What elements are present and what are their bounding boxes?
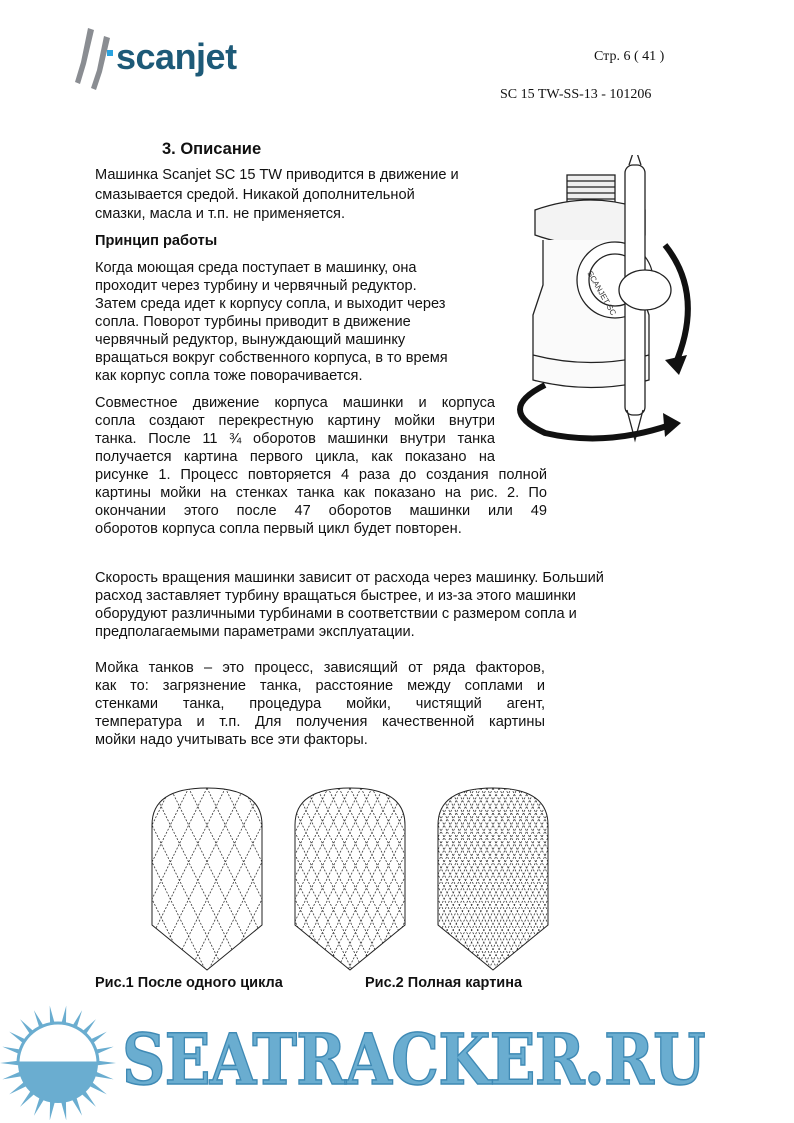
text-line: Машинка Scanjet SC 15 TW приводится в движение и <box>95 167 459 183</box>
spray-track-line <box>280 788 370 970</box>
text-line: как корпус сопла тоже поворачивается. <box>95 368 363 384</box>
spray-track-line <box>531 788 570 970</box>
section-title: 3. Описание <box>162 140 262 158</box>
spray-track-line <box>340 788 430 970</box>
spray-track-line <box>189 788 279 970</box>
watermark-text: SEATRACKER.RU <box>122 1018 705 1101</box>
spray-track-line <box>194 788 284 970</box>
page-number: Стр. 6 ( 41 ) <box>594 49 665 64</box>
tank-outline <box>438 788 548 970</box>
document-code: SC 15 TW-SS-13 - 101206 <box>500 87 652 102</box>
spray-track-line <box>244 788 334 970</box>
spray-track-line <box>140 788 150 970</box>
spray-track-line <box>281 788 371 970</box>
spray-track-line <box>517 788 570 970</box>
spray-track-line <box>493 788 570 970</box>
spray-track-line <box>190 788 280 970</box>
spray-track-line <box>311 788 401 970</box>
text-line: Затем среда идет к корпусу сопла, и выходит через <box>95 296 446 312</box>
tank-pattern-figures <box>140 780 570 980</box>
spray-track-line <box>372 788 462 970</box>
spray-track-line <box>330 788 420 970</box>
spray-track-line <box>287 788 377 970</box>
spray-track-line <box>140 788 170 970</box>
spray-track-line <box>140 788 185 970</box>
spray-track-line <box>140 788 205 970</box>
text-line: Скорость вращения машинки зависит от расхода через машинку. Больший <box>95 570 604 586</box>
spray-track-line <box>416 788 506 970</box>
spray-track-line <box>487 788 570 970</box>
spray-track-line <box>397 788 487 970</box>
spray-track-line <box>556 788 570 970</box>
text-line: мойки надо учитывать все эти факторы. <box>95 732 368 748</box>
spray-track-line <box>350 788 440 970</box>
spray-track-line <box>481 788 570 970</box>
text-line: сопла. Поворот турбины приводит в движение <box>95 314 411 330</box>
spray-track-line <box>427 788 517 970</box>
spray-track-line <box>469 788 559 970</box>
spray-track-line <box>372 788 462 970</box>
spray-track-line <box>513 788 570 970</box>
spray-track-line <box>172 788 262 970</box>
spray-track-line <box>334 788 424 970</box>
spray-track-line <box>326 788 416 970</box>
spray-track-line <box>245 788 335 970</box>
text-line: оборудуют различными турбинами в соответствии с размером сопла и <box>95 606 577 622</box>
spray-track-line <box>365 788 455 970</box>
spray-track-line <box>462 788 552 970</box>
tank-outline <box>152 788 262 970</box>
text-line: предполагаемыми параметрами эксплуатации. <box>95 624 415 640</box>
spray-track-line <box>542 788 570 970</box>
spray-track-line <box>544 788 571 970</box>
arrowhead-icon <box>663 413 681 437</box>
spray-track-line <box>295 788 385 970</box>
spray-track-line <box>324 788 414 970</box>
spray-track-line <box>379 788 469 970</box>
text-line: червячный редуктор, вынуждающий машинку <box>95 332 406 348</box>
spray-track-line <box>140 788 224 970</box>
spray-track-line <box>409 788 499 970</box>
rotation-arrow-icon <box>665 245 688 365</box>
spray-track-line <box>140 788 189 970</box>
text-line: сопла создают перекрестную картину мойки внутри <box>95 413 495 429</box>
figure-caption-2: Рис.2 Полная картина <box>365 975 523 991</box>
text-line: вращаться вокруг собственного корпуса, в то время <box>95 350 448 366</box>
spray-track-line <box>315 788 405 970</box>
spray-track-line <box>385 788 475 970</box>
spray-track-line <box>140 788 169 970</box>
text-line: танка. После 11 ¾ оборотов машинки внутри танка <box>95 431 495 447</box>
spray-track-line <box>354 788 444 970</box>
spray-track-line <box>554 788 570 970</box>
spray-track-line <box>499 788 570 970</box>
spray-track-line <box>207 788 297 970</box>
text-line: смазки, масла и т.п. не применяется. <box>95 206 346 222</box>
spray-track-line <box>260 788 350 970</box>
spray-track-line <box>434 788 524 970</box>
spray-track-line <box>348 788 438 970</box>
spray-track-line <box>458 788 548 970</box>
spray-track-line <box>317 788 407 970</box>
text-line: оборотов корпуса сопла первый цикл будет повторен. <box>95 521 462 537</box>
text-line: Совместное движение корпуса машинки и корпуса <box>95 395 495 411</box>
spray-track-line <box>372 788 462 970</box>
spray-track-line <box>284 788 374 970</box>
spray-track-line <box>170 788 260 970</box>
spray-track-line <box>154 788 244 970</box>
text-line: Мойка танков – это процесс, зависящий от ряда факторов, <box>95 660 545 676</box>
spray-track-line <box>337 788 427 970</box>
tank-figure-2 <box>140 788 570 970</box>
spray-track-line <box>405 788 495 970</box>
machine-label: SCANJET SC <box>585 269 618 317</box>
spray-track-line <box>452 788 542 970</box>
figure-caption-1: Рис.1 После одного цикла <box>95 975 283 991</box>
subheading: Принцип работы <box>95 233 218 249</box>
arrowhead-icon <box>665 355 687 375</box>
spray-track-line <box>150 788 240 970</box>
spray-track-line <box>366 788 456 970</box>
spray-track-line <box>562 788 570 970</box>
spray-track-line <box>183 788 273 970</box>
spray-track-line <box>548 788 570 970</box>
tank-cleaning-machine-illustration <box>505 155 705 445</box>
spray-track-line <box>566 788 570 970</box>
motion-paragraph <box>95 394 547 538</box>
spray-track-line <box>476 788 566 970</box>
spray-track-line <box>273 788 363 970</box>
tank-figure-1 <box>140 788 462 970</box>
factors-paragraph <box>95 659 545 749</box>
spray-track-line <box>536 788 570 970</box>
spray-track-line <box>140 788 152 970</box>
text-line: температура и т.п. Для получения качественной картины <box>95 714 545 730</box>
spray-track-line <box>293 788 383 970</box>
spray-track-line <box>475 788 565 970</box>
spray-track-line <box>238 788 328 970</box>
spray-track-line <box>299 788 389 970</box>
spray-track-line <box>501 788 570 970</box>
spray-track-line <box>460 788 550 970</box>
spray-track-line <box>269 788 359 970</box>
spray-track-line <box>229 788 319 970</box>
spray-track-line <box>377 788 467 970</box>
spray-track-line <box>140 788 196 970</box>
spray-track-line <box>244 788 334 970</box>
text-line: смазывается средой. Никакой дополнительной <box>95 186 415 203</box>
spray-track-line <box>209 788 299 970</box>
scanjet-logo <box>72 24 282 94</box>
spray-track-line <box>537 788 570 970</box>
spray-track-line <box>403 788 493 970</box>
spray-track-line <box>421 788 511 970</box>
text-line: Когда моющая среда поступает в машинку, она <box>95 260 417 276</box>
spray-track-line <box>256 788 346 970</box>
spray-track-line <box>299 788 389 970</box>
text-line: картины мойки на стенках танка как показано на рис. 2. По <box>95 485 547 501</box>
spray-track-line <box>560 788 570 970</box>
spray-track-line <box>238 788 328 970</box>
spray-track-line <box>205 788 295 970</box>
spray-track-line <box>262 788 352 970</box>
spray-track-line <box>352 788 442 970</box>
spray-track-line <box>354 788 444 970</box>
intro-paragraph <box>95 166 459 225</box>
text-line: стенками танка, процедура мойки, чистящий агент, <box>95 696 545 712</box>
text-line: расход заставляет турбину вращаться быстрее, и из-за этого машинки <box>95 588 576 604</box>
text-line: окончании этого после 47 оборотов машинки или 49 <box>95 503 547 519</box>
spray-track-line <box>489 788 571 970</box>
text-line: проходит через турбину и червячный редуктор. <box>95 278 417 294</box>
speed-paragraph <box>95 569 604 641</box>
sun-logo-icon <box>0 1005 120 1120</box>
spray-track-line <box>568 788 570 970</box>
text-line: получается картина первого цикла, как показано на <box>95 449 495 465</box>
logo-text: scanjet <box>116 36 237 77</box>
spray-track-line <box>456 788 546 970</box>
spray-track-line <box>515 788 570 970</box>
spray-track-line <box>493 788 570 970</box>
spray-track-line <box>550 788 570 970</box>
spray-track-line <box>342 788 432 970</box>
principle-paragraph <box>95 259 448 385</box>
spray-track-line <box>530 788 570 970</box>
text-line: рисунке 1. Процесс повторяется 4 раза до создания полной <box>95 467 547 483</box>
spray-track-line <box>152 788 242 970</box>
text-line: как то: загрязнение танка, расстояние между соплами и <box>95 678 545 694</box>
spray-track-line <box>225 788 315 970</box>
spray-track-line <box>464 788 554 970</box>
spray-track-line <box>440 788 530 970</box>
spray-track-line <box>381 788 471 970</box>
rotation-arrow-icon <box>520 385 670 438</box>
